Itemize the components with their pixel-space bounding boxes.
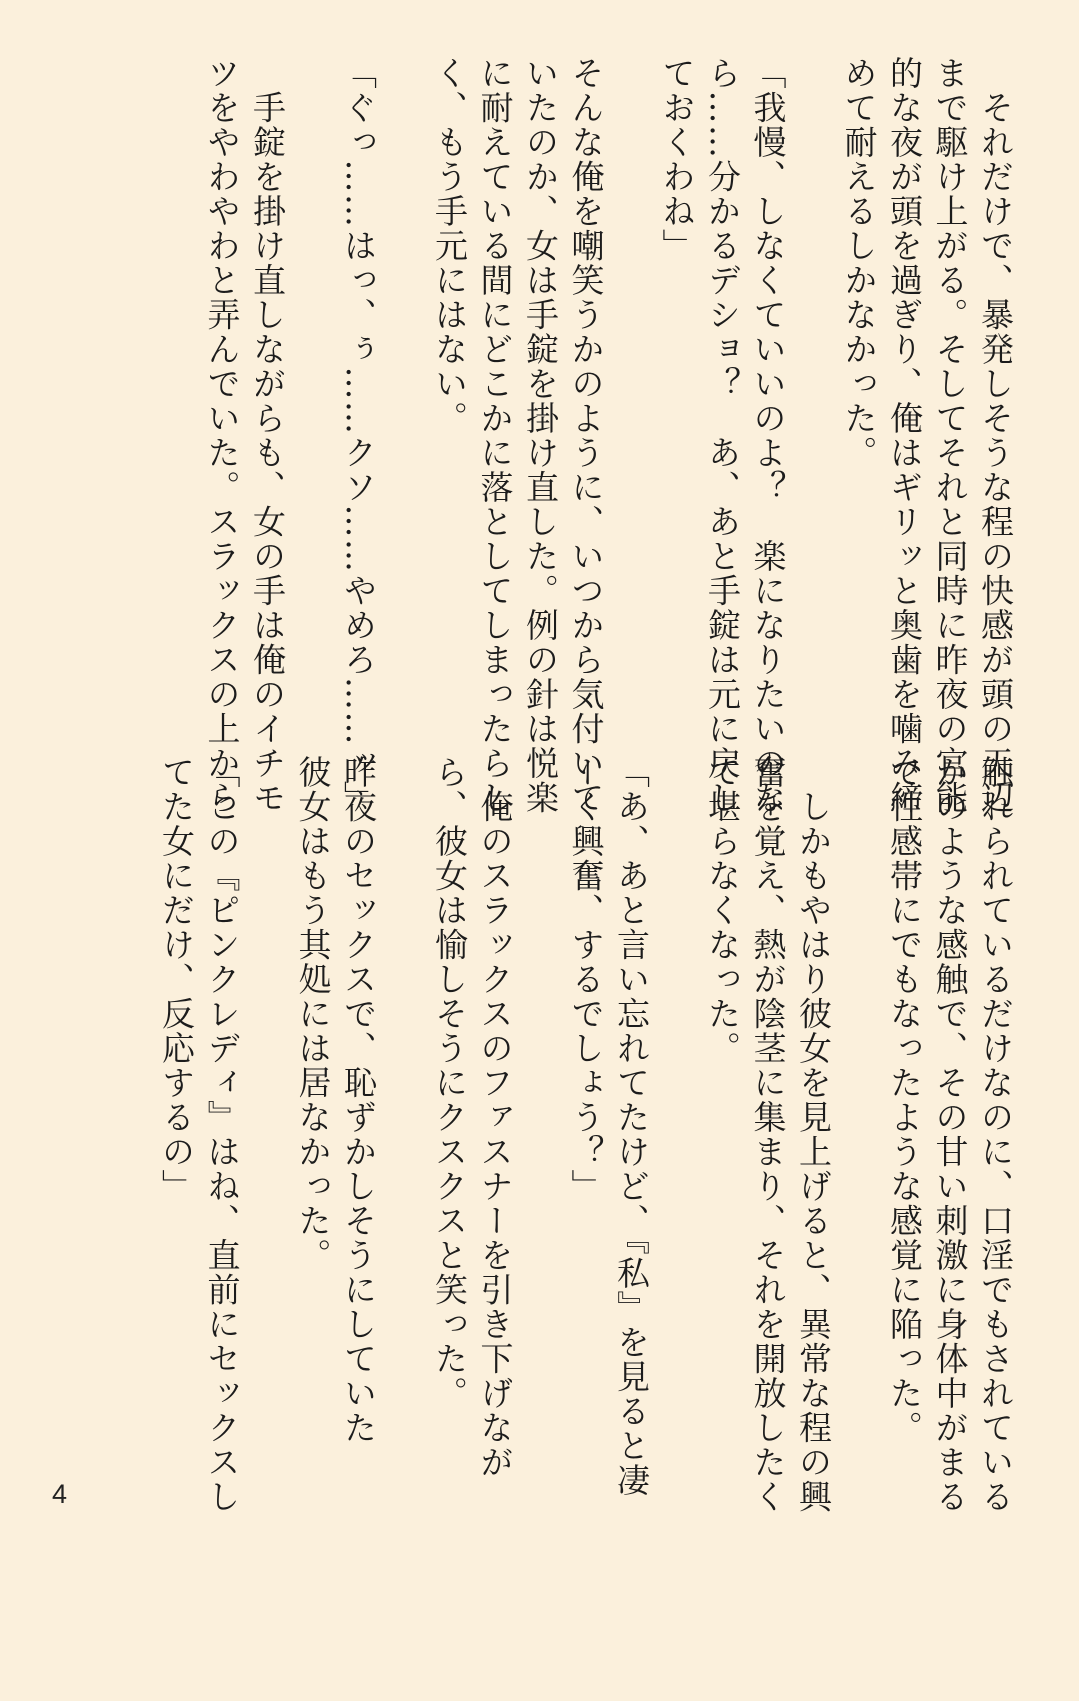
text-line: で性感帯にでもなったような感覚に陥った。 xyxy=(885,755,924,1445)
text-line: く、もう手元にはない。 xyxy=(430,56,469,436)
page-number: 4 xyxy=(52,1479,68,1509)
text-line: 「ぐっ……はっ、ぅ……クソ……やめろ……ッ」 xyxy=(339,56,378,815)
text-line: 俺のスラックスのファスナーを引き下げなが xyxy=(475,755,515,1480)
text-line: まで駆け上がる。そしてそれと同時に昨夜の官能 xyxy=(930,56,970,815)
paragraph-gap xyxy=(381,56,427,716)
text-line: かのような感触で、その甘い刺激に身体中がまる xyxy=(930,755,970,1514)
text-line: ら、彼女は愉しそうにクスクスと笑った。 xyxy=(430,755,469,1411)
paragraph-gap xyxy=(381,755,427,1415)
text-line: 彼女はもう其処には居なかった。 xyxy=(293,755,333,1273)
text-line: 「我慢、しなくていいのよ？ 楽になりたいのな xyxy=(748,56,788,815)
text-line: 昨夜のセックスで、恥ずかしそうにしていた xyxy=(339,755,378,1445)
text-line: しかもやはり彼女を見上げると、異常な程の興 xyxy=(794,755,833,1514)
paragraph-gap xyxy=(290,56,336,716)
paragraph-gap xyxy=(609,56,655,716)
text-line: 奮を覚え、熱が陰茎に集まり、それを開放したく xyxy=(748,755,788,1514)
text-block-bottom xyxy=(98,755,1018,1514)
text-line: ツをやわやわと弄んでいた。スラックスの上から xyxy=(202,56,242,815)
text-line: 「あ、あと言い忘れてたけど、『私』を見ると凄 xyxy=(612,755,651,1498)
paragraph-gap xyxy=(654,755,700,1415)
text-line: 的な夜が頭を過ぎり、俺はギリッと奥歯を噛み締 xyxy=(885,56,924,815)
text-line: てた女にだけ、反応するの」 xyxy=(157,755,196,1204)
text-line: に耐えている間にどこかに落としてしまったらし xyxy=(475,56,515,815)
text-line: て堪らなくなった。 xyxy=(703,755,742,1066)
text-line: いたのか、女は手錠を掛け直した。例の針は悦楽 xyxy=(521,56,560,815)
text-line: そんな俺を嘲笑うかのように、いつから気付いて xyxy=(566,56,606,815)
text-line: 触れられているだけなのに、口淫でもされている xyxy=(976,755,1015,1514)
text-line: ら……分かるデショ？ あ、あと手錠は元に戻し xyxy=(703,56,742,815)
text-line: めて耐えるしかなかった。 xyxy=(839,56,879,470)
text-line: それだけで、暴発しそうな程の快感が頭の天辺 xyxy=(976,56,1015,815)
paragraph-gap xyxy=(791,56,837,716)
paragraph-gap xyxy=(245,755,291,1415)
text-block-top xyxy=(98,56,1018,815)
text-line: ておくわね」 xyxy=(657,56,697,263)
text-line: 「この『ピンクレディ』はね、直前にセックスし xyxy=(202,755,242,1514)
text-line: ーく興奮、するでしょう？」 xyxy=(566,755,606,1204)
paragraph-gap xyxy=(836,755,882,1415)
paragraph-gap xyxy=(518,755,564,1415)
text-line: 手錠を掛け直しながらも、女の手は俺のイチモ xyxy=(248,56,287,815)
